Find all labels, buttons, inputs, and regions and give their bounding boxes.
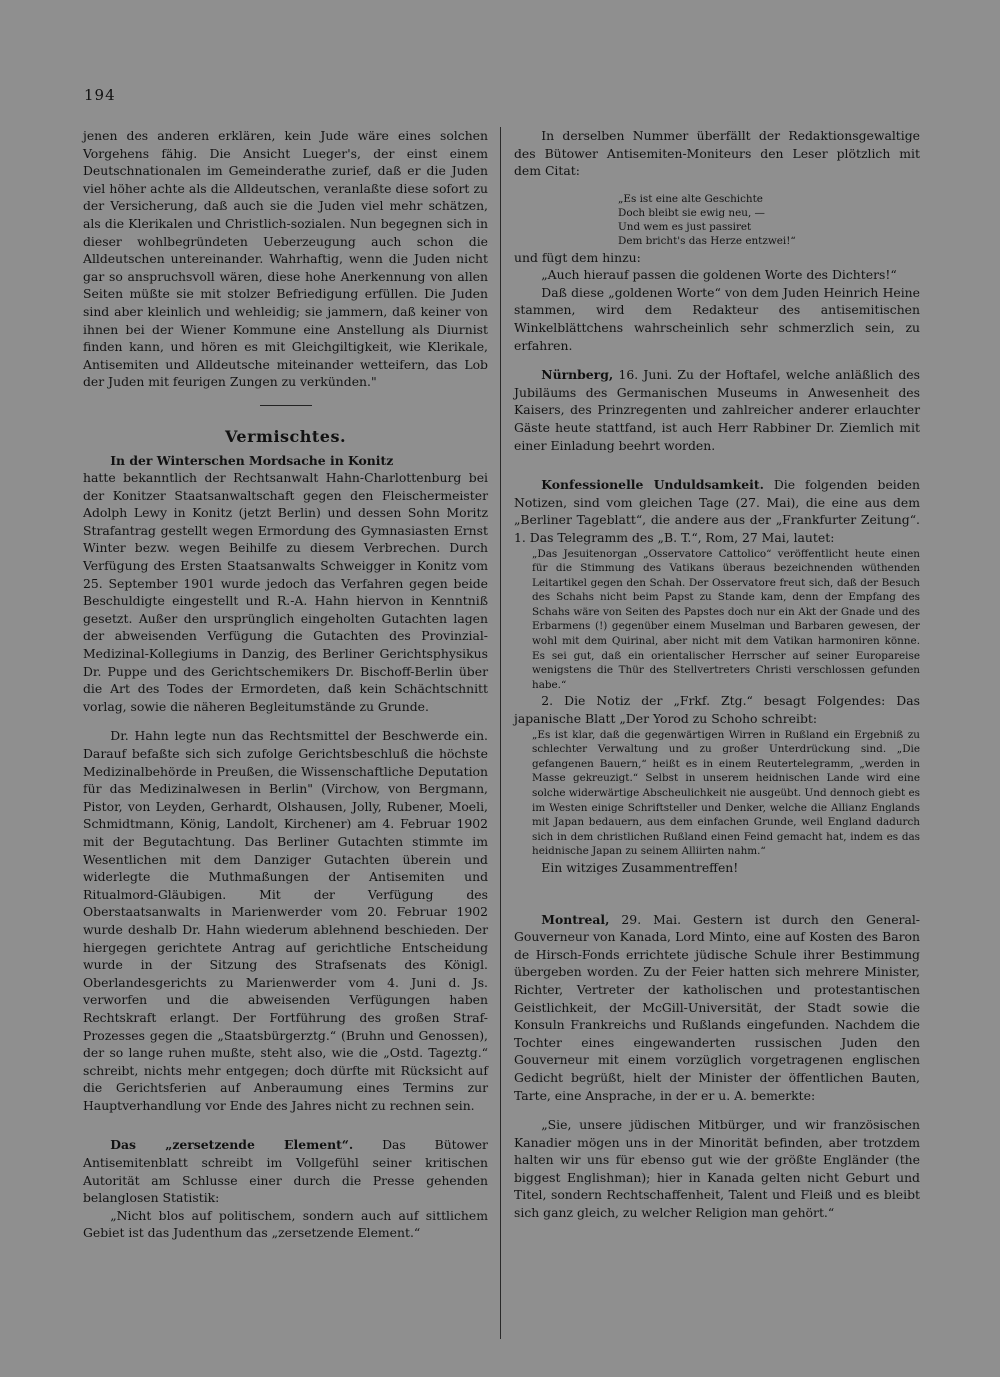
paragraph: „Auch hierauf passen die goldenen Worte des Dichters!“ (541, 267, 897, 283)
quote: „Das Jesuitenorgan „Osservatore Cattolico“ veröffentlicht heute einen für die Stimmung des Vatikans überaus bezeichnenden wüthenden Leitartikel gegen den Schah. Der Osservatore freut sich, daß der Besuch des Schahs nicht beim Papst zu Stande kam, denn der Empfang des Schahs wäre von Seiten des Papstes doch nur ein Akt der Gnade und des Erbarmens (!) gegenüber einem Muselman und Barbaren gewesen, der wohl mit dem Quirinal, aber nicht mit dem Vatikan harmoniren könne. Es sei gut, daß ein orientalischer Herrscher auf seiner Europareise wenigstens die Thür des Stellvertreters Christi verschlossen gefunden habe.“ (532, 547, 920, 691)
verse-line: Doch bleibt sie ewig neu, — (618, 206, 765, 219)
verse-quote (618, 192, 920, 249)
paragraph: hatte bekanntlich der Rechtsanwalt Hahn-Charlottenburg bei der Konitzer Staatsanwaltschaft gegen den Fleischermeister Adolph Lewy in Konitz (jetzt Berlin) und dessen Sohn Moritz Strafantrag gestellt wegen Ermordung des Gymnasiasten Ernst Winter bezw. wegen Beihilfe zu diesem Verbrechen. Durch Verfügung des Ersten Staatsanwalts Schweigger in Konitz vom 25. September 1901 wurde jedoch das Verfahren gegen beide Beschuldigte eingestellt und R.-A. Hahn hiervon in Kenntniß gesetzt. Außer den ursprünglich eingeholten Gutachten lagen der abweisenden Verfügung die Gutachten des Provinzial-Medizinal-Kollegiums in Danzig, des Berliner Gerichtsphysikus Dr. Puppe und des Gerichtschemikers Dr. Bischoff-Berlin über die Art des Todes der Ermordeten, daß kein Schächtschnitt vorlag, sowie die näheren Begleitumstände zu Grunde. (83, 470, 488, 714)
quote: „Sie, unsere jüdischen Mitbürger, und wir französischen Kanadier mögen uns in der Minorität befinden, aber trotzdem halten wir uns für ebenso gut wie der größte Engländer (the biggest Englishman); hier in Kanada gelten nicht Geburt und Titel, sondern Rechtschaffenheit, Talent und Fleiß und es bleibt sich ganz gleich, zu welcher Religion man gehört.“ (514, 1117, 920, 1221)
quote: „Es ist klar, daß die gegenwärtigen Wirren in Rußland ein Ergebniß zu schlechter Verwaltung und zu großer Unterdrückung sind. „Die gefangenen Bauern,“ heißt es in einem Reutertelegramm, „werden in Masse gekreuzigt.“ Selbst in unserem heidnischen Lande wird eine solche widerwärtige Abscheulichkeit nie ausgeübt. Und dennoch giebt es im Westen einige Schriftsteller und Denker, welche die Allianz Englands mit Japan bedauern, aus dem einfachen Grunde, weil England dadurch sich in dem christlichen Rußland einen Feind gemacht hat, indem es das heidnische Japan zu seinem Alliirten nahm.“ (532, 728, 920, 858)
article-body: 16. Juni. Zu der Hoftafel, welche anläßlich des Jubiläums des Germanischen Museums in Anwesenheit des Kaisers, des Prinzregenten und zahlreicher anderer erlauchter Gäste heute stattfand, ist auch Herr Rabbiner Dr. Ziemlich mit einer Einladung beehrt worden. (514, 367, 920, 453)
paragraph: Dr. Hahn legte nun das Rechtsmittel der Beschwerde ein. Darauf befaßte sich sich zufolge Gerichtsbeschluß die höchste Medizinalbehörde in Preußen, die Wissenschaftliche Deputation für das Medizinalwesen in Berlin" (Virchow, von Bergmann, Pistor, von Leyden, Gerhardt, Olshausen, Jolly, Rubener, Moeli, Schmidtmann, König, Landolt, Kirchener) am 4. Februar 1902 mit der Begutachtung. Das Berliner Gutachten stimmte im Wesentlichen mit dem Danziger Gutachten überein und widerlegte die Muthmaßungen der Antisemiten und Ritualmord-Gläubigen. Mit der Verfügung des Oberstaatsanwalts in Marienwerder vom 20. Februar 1902 wurde deshalb Dr. Hahn wiederum ablehnend beschieden. Der hiergegen gerichtete Antrag auf gerichtliche Entscheidung wurde in der Sitzung des Strafsenats des Königl. Oberlandesgerichts zu Marienwerder vom 4. Juni d. Js. verworfen und die abweisenden Verfügungen haben Rechtskraft erlangt. Der Fortführung des großen Straf-Prozesses gegen die „Staatsbürgerztg.“ (Bruhn und Genossen), der so lange ruhen mußte, steht also, wie die „Ostd. Tageztg.“ schreibt, nichts mehr entgegen; doch dürfte mit Rücksicht auf die Gerichtsferien auf Anberaumung eines Termins zur Hauptverhandlung vor Ende des Jahres nicht zu rechnen sein. (83, 728, 488, 1113)
paragraph: Daß diese „goldenen Worte“ von dem Juden Heinrich Heine stammen, wird dem Redakteur des antisemitischen Winkelblättchens wahrscheinlich sehr schmerzlich sein, zu erfahren. (514, 284, 920, 353)
article-lead: In der Winterschen Mordsache in Konitz (110, 452, 394, 468)
paragraph: und fügt dem hinzu: (514, 249, 641, 265)
article-lead: Nürnberg, (541, 367, 614, 383)
right-column (514, 127, 920, 1222)
article-lead: Das „zersetzende Element“. (110, 1137, 354, 1153)
article-body: 29. Mai. Gestern ist durch den General-Gouverneur von Kanada, Lord Minto, eine auf Kosten des Baron de Hirsch-Fonds errichtete jüdische Schule ihrer Bestimmung übergeben worden. Zu der Feier hatten sich mehrere Minister, Richter, Vertreter der katholischen und protestantischen Geistlichkeit, der McGill-Universität, der Stadt sowie die Konsuln Frankreichs und Rußlands eingefunden. Nachdem die Tochter eines eingewanderten russischen Juden den Gouverneur mit einem vorzüglich vorgetragenen englischen Gedicht begrüßt, hielt der Minister der öffentlichen Bauten, Tarte, eine Ansprache, in der er u. A. bemerkte: (514, 911, 920, 1103)
article-lead: Konfessionelle Unduldsamkeit. (541, 477, 764, 493)
page-number: 194 (84, 86, 116, 104)
column-divider (500, 127, 501, 1339)
verse-line: Dem bricht's das Herze entzwei!“ (618, 235, 796, 248)
section-heading: Vermischtes. (224, 426, 347, 446)
paragraph: 2. Die Notiz der „Frkf. Ztg.“ besagt Folgendes: Das japanische Blatt „Der Yorod zu Schoho schreibt: (514, 693, 920, 727)
section-divider (260, 405, 312, 406)
quote: „Nicht blos auf politischem, sondern auch auf sittlichem Gebiet ist das Judenthum das „zersetzende Element.“ (83, 1207, 488, 1241)
article-montreal (514, 911, 920, 1105)
verse-line: „Es ist eine alte Geschichte (618, 192, 763, 205)
article-element (83, 1136, 488, 1206)
left-column (83, 127, 488, 1242)
article-nuernberg (514, 366, 920, 454)
article-konitz (83, 452, 488, 470)
paragraph: In derselben Nummer überfällt der Redaktionsgewaltige des Bütower Antisemiten-Moniteurs den Leser plötzlich mit dem Citat: (514, 128, 920, 179)
article-body: Das Bütower Antisemitenblatt schreibt im Vollgefühl seiner kritischen Autorität am Schlusse einer durch die Presse gehenden belanglosen Statistik: (83, 1137, 488, 1206)
article-konfessionelle (514, 476, 920, 546)
paragraph: jenen des anderen erklären, kein Jude wäre eines solchen Vorgehens fähig. Die Ansicht Lueger's, der einst einem Deutschnationalen im Gemeinderathe zurief, daß er die Juden viel höher achte als die Alldeutschen, veranlaßte diese sofort zu der Versicherung, daß auch sie die Juden viel mehr schätzen, als die Klerikalen und Christlich-sozialen. Nun begegnen sich in dieser wohlbegründeten Ueberzeugung auch schon die Alldeutschen untereinander. Wahrhaftig, wenn die Juden nicht gar so anspruchsvoll wären, diese hohe Anerkennung von allen Seiten müßte sie mit stolzer Befriedigung erfüllen. Die Juden sind aber kleinlich und wehleidig; sie jammern, daß keiner von ihnen bei der Wiener Kommune eine Anstellung als Diurnist finden kann, und hören es mit Gleichgiltigkeit, wie Klerikale, Antisemiten und Alldeutsche miteinander wetteifern, das Lob der Juden mit feurigen Zungen zu verkünden." (83, 128, 488, 390)
article-lead: Montreal, (541, 911, 610, 927)
article-body: Die folgenden beiden Notizen, sind vom gleichen Tage (27. Mai), die eine aus dem „Berliner Tageblatt“, die andere aus der „Frankfurter Zeitung“. 1. Das Telegramm des „B. T.“, Rom, 27 Mai, lautet: (514, 477, 920, 545)
paragraph: Ein witziges Zusammentreffen! (541, 859, 739, 875)
verse-line: Und wem es just passiret (618, 221, 752, 234)
